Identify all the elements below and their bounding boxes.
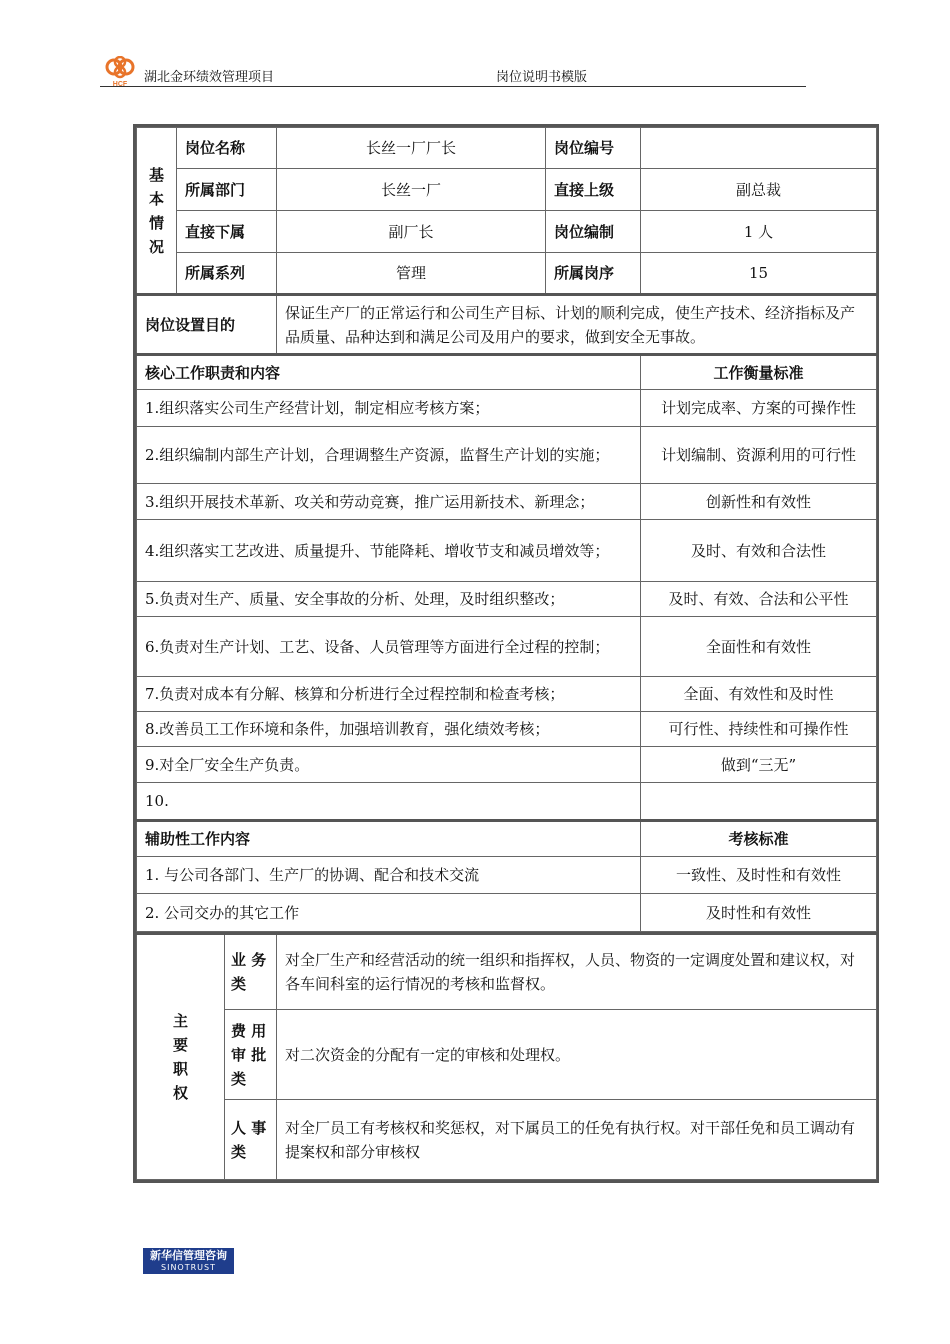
field-value: 副厂长 bbox=[277, 211, 546, 253]
power-category: 业 务 类 bbox=[225, 934, 277, 1010]
duty-item: 7.负责对成本有分解、核算和分析进行全过程控制和检查考核； bbox=[137, 677, 641, 712]
sinotrust-logo-en: SINOTRUST bbox=[161, 1263, 216, 1272]
hcf-logo-icon bbox=[100, 56, 140, 88]
job-description-form bbox=[133, 124, 879, 1183]
sinotrust-logo bbox=[143, 1248, 234, 1274]
field-label: 所属岗序 bbox=[546, 253, 641, 295]
field-value: 长丝一厂 bbox=[277, 169, 546, 211]
duty-item: 10. bbox=[137, 783, 641, 821]
purpose-text: 保证生产厂的正常运行和公司生产目标、计划的顺利完成，使生产技术、经济指标及产品质量、品种达到和满足公司及用户的要求，做到安全无事故。 bbox=[277, 295, 877, 355]
duty-standard: 可行性、持续性和可操作性 bbox=[641, 712, 877, 747]
duty-item: 1.组织落实公司生产经营计划，制定相应考核方案； bbox=[137, 390, 641, 427]
basic-info-label: 基 本 情 况 bbox=[137, 128, 177, 295]
duty-standard: 做到“三无” bbox=[641, 747, 877, 783]
duty-item: 9.对全厂安全生产负责。 bbox=[137, 747, 641, 783]
field-value: 副总裁 bbox=[641, 169, 877, 211]
field-value bbox=[641, 128, 877, 169]
logo-text: HCF bbox=[112, 81, 128, 88]
duty-standard: 及时、有效和合法性 bbox=[641, 520, 877, 582]
field-label: 直接上级 bbox=[546, 169, 641, 211]
main-powers-label: 主 要 职 权 bbox=[137, 934, 225, 1180]
power-category: 人 事 类 bbox=[225, 1100, 277, 1180]
duty-item: 8.改善员工工作环境和条件，加强培训教育，强化绩效考核； bbox=[137, 712, 641, 747]
duty-standard bbox=[641, 783, 877, 821]
field-label: 所属系列 bbox=[177, 253, 277, 295]
duty-standard: 全面性和有效性 bbox=[641, 617, 877, 677]
core-duties-header: 核心工作职责和内容 bbox=[137, 355, 641, 390]
aux-item: 2. 公司交办的其它工作 bbox=[137, 894, 641, 932]
aux-item: 1. 与公司各部门、生产厂的协调、配合和技术交流 bbox=[137, 857, 641, 894]
page-header bbox=[100, 56, 806, 87]
field-label: 岗位编制 bbox=[546, 211, 641, 253]
aux-standard: 及时性和有效性 bbox=[641, 894, 877, 932]
field-label: 所属部门 bbox=[177, 169, 277, 211]
aux-standard: 一致性、及时性和有效性 bbox=[641, 857, 877, 894]
field-value: 15 bbox=[641, 253, 877, 295]
field-value: 管理 bbox=[277, 253, 546, 295]
duty-item: 3.组织开展技术革新、攻关和劳动竞赛，推广运用新技术、新理念； bbox=[137, 484, 641, 520]
power-text: 对全厂生产和经营活动的统一组织和指挥权，人员、物资的一定调度处置和建议权，对各车间科室的运行情况的考核和监督权。 bbox=[277, 934, 877, 1010]
job-table bbox=[136, 127, 877, 932]
duty-standard: 计划编制、资源利用的可行性 bbox=[641, 427, 877, 484]
sinotrust-logo-cn: 新华信管理咨询 bbox=[150, 1249, 227, 1262]
duty-standard: 计划完成率、方案的可操作性 bbox=[641, 390, 877, 427]
powers-table bbox=[136, 932, 877, 1180]
duty-standard: 及时、有效、合法和公平性 bbox=[641, 582, 877, 617]
duty-item: 2.组织编制内部生产计划，合理调整生产资源，监督生产计划的实施； bbox=[137, 427, 641, 484]
power-text: 对全厂员工有考核权和奖惩权，对下属员工的任免有执行权。对干部任免和员工调动有提案权和部分审核权 bbox=[277, 1100, 877, 1180]
aux-standard-header: 考核标准 bbox=[641, 821, 877, 857]
purpose-label: 岗位设置目的 bbox=[137, 295, 277, 355]
field-value: 长丝一厂厂长 bbox=[277, 128, 546, 169]
field-label: 岗位名称 bbox=[177, 128, 277, 169]
duty-standard: 全面、有效性和及时性 bbox=[641, 677, 877, 712]
duty-item: 5.负责对生产、质量、安全事故的分析、处理，及时组织整改； bbox=[137, 582, 641, 617]
duty-item: 4.组织落实工艺改进、质量提升、节能降耗、增收节支和减员增效等； bbox=[137, 520, 641, 582]
aux-duties-header: 辅助性工作内容 bbox=[137, 821, 641, 857]
project-title: 湖北金环绩效管理项目 bbox=[144, 70, 275, 85]
field-value: 1 人 bbox=[641, 211, 877, 253]
field-label: 直接下属 bbox=[177, 211, 277, 253]
document-title: 岗位说明书模版 bbox=[496, 70, 588, 85]
field-label: 岗位编号 bbox=[546, 128, 641, 169]
duty-item: 6.负责对生产计划、工艺、设备、人员管理等方面进行全过程的控制； bbox=[137, 617, 641, 677]
power-text: 对二次资金的分配有一定的审核和处理权。 bbox=[277, 1010, 877, 1100]
core-standard-header: 工作衡量标准 bbox=[641, 355, 877, 390]
duty-standard: 创新性和有效性 bbox=[641, 484, 877, 520]
power-category: 费 用 审 批 类 bbox=[225, 1010, 277, 1100]
